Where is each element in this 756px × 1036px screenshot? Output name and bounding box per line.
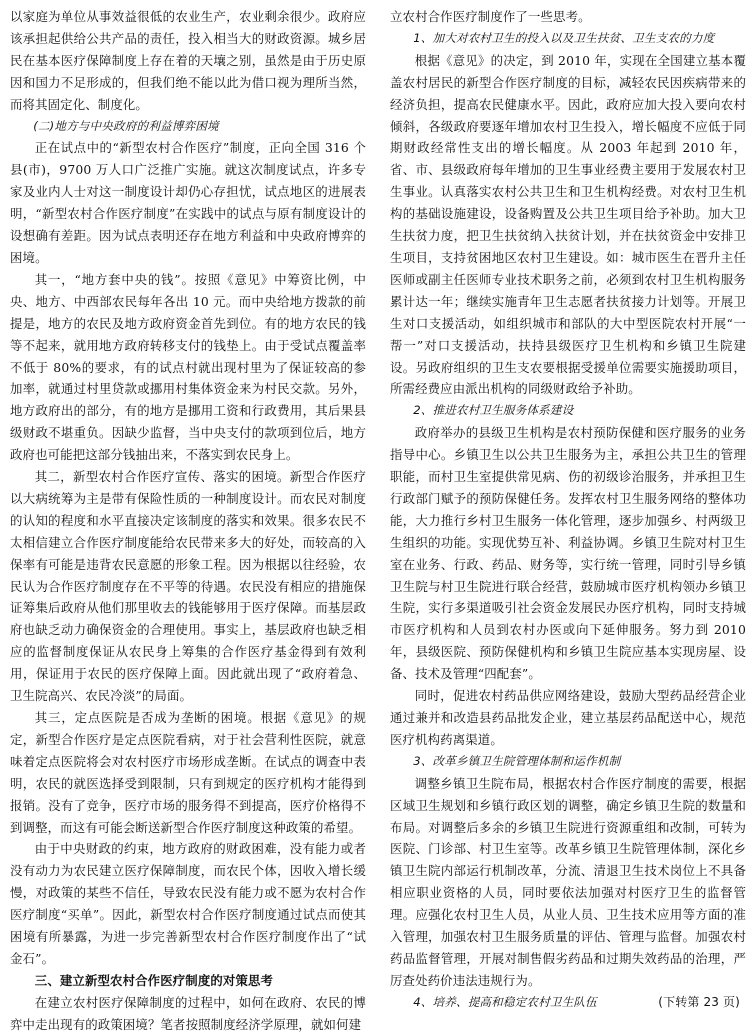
paragraph: 政府举办的县级卫生机构是农村预防保健和医疗服务的业务指导中心。乡镇卫生以公共卫生服务为主，承担公共卫生的管理职能，而村卫生室提供常见病、伤的初级诊治服务，并承担卫生行政部门赋予的预防保健任务。发挥农村卫生服务网络的整体功能，大力推行乡村卫生服务一体化管理，逐步加强乡、村两级卫生组织的功能。实现优势互补、利益协调。乡镇卫生院对村卫生室在业务、行政、药品、财务等，实行统一管理，同时引导乡镇卫生院与村卫生院进行联合经营，鼓励城市医疗机构领办乡镇卫生院，实行多渠道吸引社会资金发展民办医疗机构，同时支持城市医疗机构和人员到农村办医或向下延伸服务。努力到 2010 年，县级医院、预防保健机构和乡镇卫生院应基本实现房屋、设备、技术及管理“四配套”。 [390,425,746,682]
right-column [390,6,746,1014]
subsection-heading: (二)地方与中央政府的利益博弈困境 [33,118,219,133]
paragraph: 根据《意见》的决定，到 2010 年，实现在全国建立基本覆盖农村居民的新型合作医疗制度的目标，减轻农民因疾病带来的经济负担，提高农民健康水平。因此，政府应加大投入要向农村倾斜，各级政府要逐年增加农村卫生投入，增长幅度不应低于同期财政经常性支出的增长幅度。从 2003 年起到 2010 年，省、市、县级政府每年增加的卫生事业经费主要用于发展农村卫生事业。认真落实农村公共卫生和卫生机构经费。对农村卫生机构的基础设施建设，设备购置及公共卫生项目给予补助。加大卫生扶贫力度，把卫生扶贫纳入扶贫计划，并在扶贫资金中安排卫生项目，支持贫困地区农村卫生建设。如：城市医生在晋升主任医师或副主任医师专业技术职务之前，必须到农村卫生机构服务累计达一年；继续实施青年卫生志愿者扶贫接力计划等。开展卫生对口支援活动，如组织城市和部队的大中型医院农村开展“一帮一”对口支援活动，扶持县级医疗卫生机构和乡镇卫生院建设。另政府组织的卫生支农要根据受援单位需要实施援助项目，所需经费应由派出机构的同级财政给予补助。 [390,52,746,397]
paragraph: 由于中央财政的约束，地方政府的财政困难，没有能力或者没有动力为农民建立医疗保障制度，而农民个体，因收入增长缓慢，对政策的某些不信任，导致农民没有能力或不愿为农村合作医疗制度“买单”。因此，新型农村合作医疗制度通过试点而使其困境有所暴露，为进一步完善新型农村合作医疗制度作出了“试金石”。 [10,841,366,966]
subsection-heading: 4、培养、提高和稳定农村卫生队伍 [413,994,597,1009]
paragraph: 调整乡镇卫生院布局，根据农村合作医疗制度的需要，根据区域卫生规划和乡镇行政区划的调整，确定乡镇卫生院的数量和布局。对调整后多余的乡镇卫生院进行资源重组和改制，可转为医院、门诊部、村卫生室等。改革乡镇卫生院管理体制，深化乡镇卫生院内部运行机制改革，分流、清退卫生技术岗位上不具备相应职业资格的人员，同时要依法加强对村医疗卫生的监督管理。应强化农村卫生人员，从业人员、卫生技术应用等方面的准入管理，加强农村卫生服务质量的评估、管理与监督。加强农村药品监督管理，开展对制售假劣药品和过期失效药品的治理，严厉查处药价违法违规行为。 [390,775,746,988]
continued-note: (下转第 23 页) [658,994,740,1009]
paragraph: 同时，促进农村药品供应网络建设，鼓励大型药品经营企业通过兼并和改造县药品批发企业，建立基层药品配送中心，规范医疗机构药离渠道。 [390,688,746,747]
page-footer [390,992,746,1014]
paragraph: 其一，“地方套中央的钱”。按照《意见》中筹资比例，中央、地方、中西部农民每年各出 10 元。而中央给地方拨款的前提是，地方的农民及地方政府资金首先到位。有的地方农民的钱等不起来，就用地方政府转移支付的钱垫上。由于受试点覆盖率不低于 80%的要求，有的试点村就出现村里为了保证较高的参加率，就通过村里贷款或挪用村集体资金来为村民交款。另外，地方政府出的部分，有的地方是挪用工资和行政费用，其后果县级财政不堪重负。因缺少监督，当中央支付的款项到位后，地方政府也可能把这部分钱抽出来，不落实到农民身上。 [10,271,366,463]
subsection-heading: 3、改革乡镇卫生院管理体制和运作机制 [413,753,621,768]
section-heading: 三、建立新型农村合作医疗制度的对策思考 [34,972,274,988]
paragraph: 其二，新型农村合作医疗宣传、落实的困境。新型合作医疗以大病统筹为主是带有保险性质的一种制度设计。而农民对制度的认知的程度和水平直接决定该制度的落实和效果。很多农民不太相信建立合作医疗制度能给农民带来多大的好处，而较高的入保率有可能是违背农民意愿的形象工程。因为根据以往经验，农民认为合作医疗制度存在不平等的待遇。农民没有相应的措施保证筹集后政府从他们那里收去的钱能够用于医疗保障。而基层政府也缺乏动力确保资金的合理使用。事实上，基层政府也缺乏相应的监督制度保证从农民身上筹集的合作医疗基金得到有效利用，保证用于农民的医疗保障上面。因此就出现了“政府着急、卫生院高兴、农民冷淡”的局面。 [10,469,366,704]
paragraph: 以家庭为单位从事效益很低的农业生产，农业剩余很少。政府应该承担起供给公共产品的责任，投入相当大的财政资源。城乡居民在基本医疗保障制度上存在着的天壤之别，虽然是由于历史原因和国力不足形成的，但我们绝不能以此为借口视为理所当然，而将其固定化、制度化。 [10,9,366,112]
paragraph: 其三，定点医院是否成为垄断的困境。根据《意见》的规定，新型合作医疗是定点医院看病，对于社会营利性医院，就意味着定点医院将会对农村医疗市场形成垄断。在试点的调查中表明，农民的就医选择受到限制，只有到规定的医疗机构才能得到报销。没有了竞争，医疗市场的服务得不到提高，医疗价格得不到调整，而这有可能会断送新型合作医疗制度这种政策的希望。 [10,710,366,835]
left-column [10,6,366,1036]
subsection-heading: 2、推进农村卫生服务体系建设 [413,403,574,418]
subsection-heading: 1、加大对农村卫生的投入以及卫生扶贫、卫生支农的力度 [413,30,715,45]
paragraph: 正在试点中的“新型农村合作医疗”制度，正向全国 316 个县(市)，9700 万人口广泛推广实施。就这次制度试点，许多专家及业内人士对这一制度设计却仍心存担忧，试点地区的进展表明，“新型农村合作医疗制度”在实践中的试点与原有制度设计的设想确有差距。因为试点表明还存在地方利益和中央政府博弈的困境。 [10,140,366,265]
paragraph: 在建立农村医疗保障制度的过程中，如何在政府、农民的博弈中走出现有的政策困境？笔者按照制度经济学原理，就如何建 [10,994,366,1032]
paragraph: 立农村合作医疗制度作了一些思考。 [390,9,591,24]
